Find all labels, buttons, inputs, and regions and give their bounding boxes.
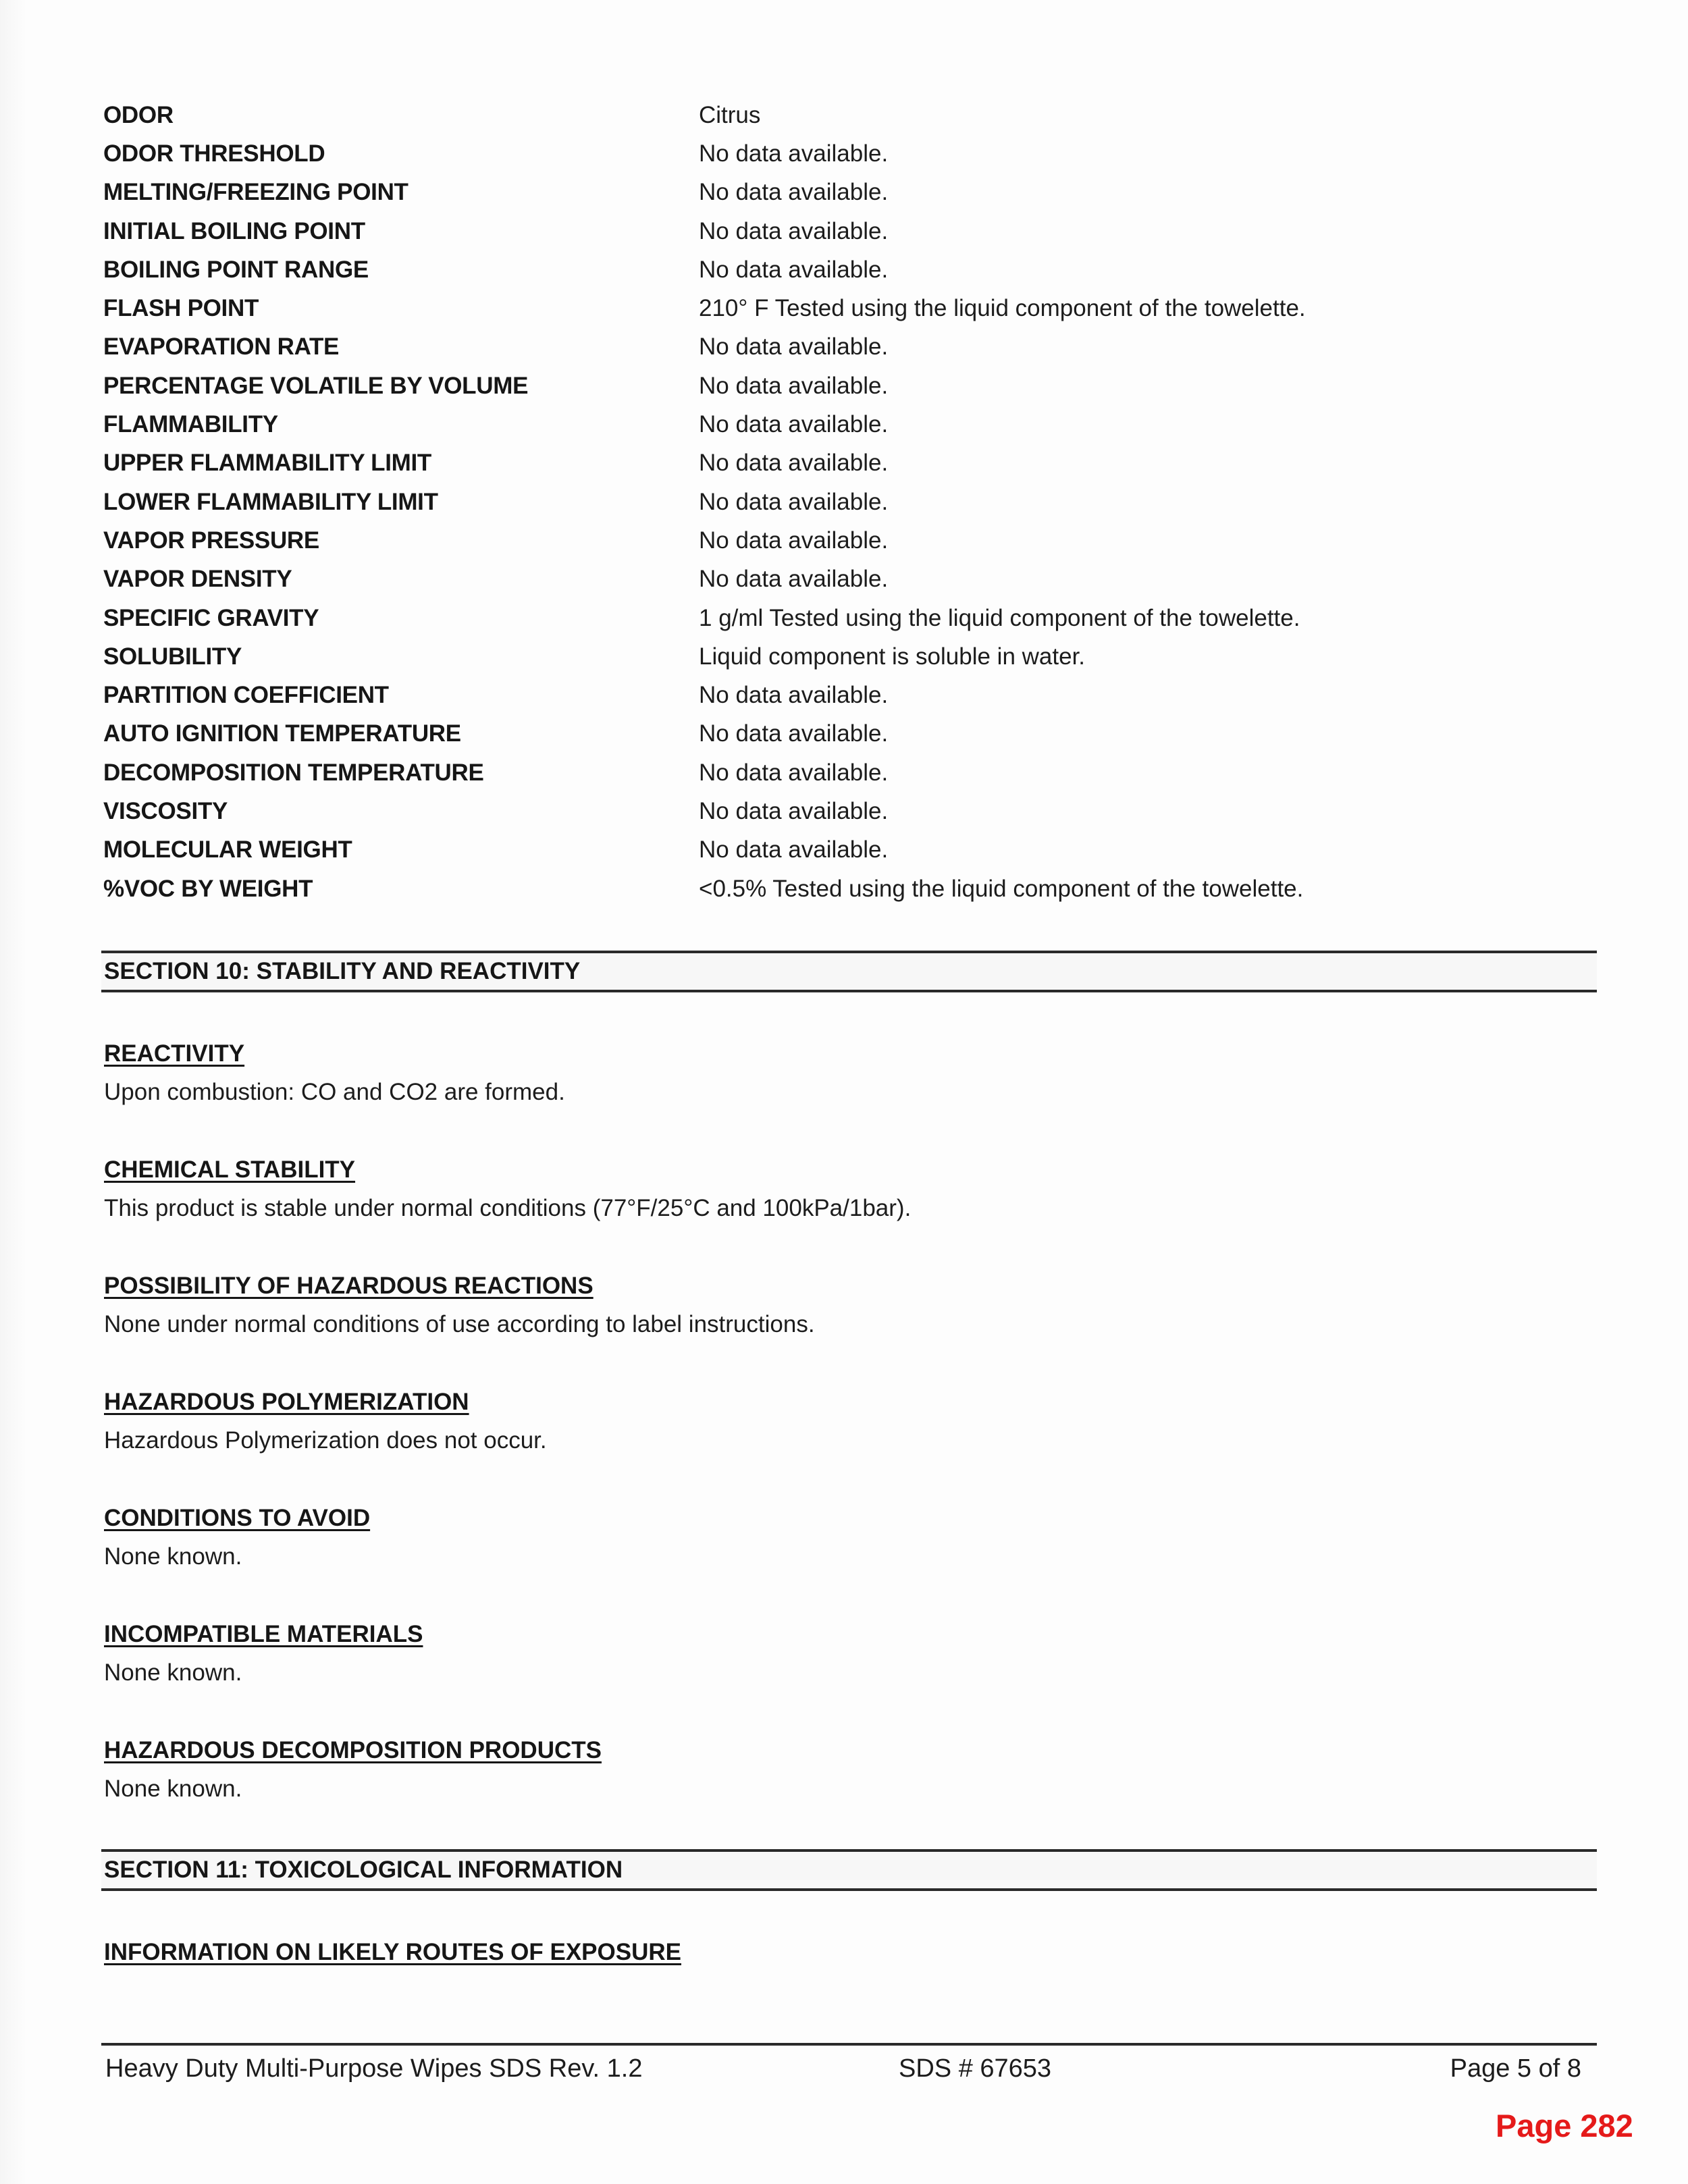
property-label: SOLUBILITY: [103, 643, 242, 670]
property-value: No data available.: [699, 450, 889, 477]
property-row: [103, 715, 1589, 753]
subsection-hazardous-polymerization: [104, 1383, 1556, 1460]
property-value: No data available.: [699, 334, 889, 361]
footer-page-number: Page 5 of 8: [1450, 2054, 1581, 2083]
property-row: [103, 560, 1589, 599]
subsection-text: Hazardous Polymerization does not occur.: [104, 1427, 547, 1454]
property-row: [103, 174, 1589, 212]
property-row: [103, 405, 1589, 444]
subsection-heading: CONDITIONS TO AVOID: [104, 1505, 371, 1531]
section-10-title: SECTION 10: STABILITY AND REACTIVITY: [104, 958, 581, 984]
property-row: [103, 870, 1589, 908]
subsection-hazardous-decomposition: [104, 1731, 1556, 1808]
subsection-heading: INFORMATION ON LIKELY ROUTES OF EXPOSURE: [104, 1939, 681, 1965]
property-value: No data available.: [699, 836, 889, 863]
scan-shadow: [0, 0, 27, 2184]
property-value: No data available.: [699, 488, 889, 515]
subsection-text: None known.: [104, 1776, 242, 1802]
subsection-reactivity: [104, 1034, 1556, 1111]
property-value: No data available.: [699, 411, 889, 438]
property-row: [103, 483, 1589, 521]
property-row: [103, 250, 1589, 289]
property-row: [103, 637, 1589, 676]
property-label: VISCOSITY: [103, 797, 228, 824]
subsection-heading: HAZARDOUS DECOMPOSITION PRODUCTS: [104, 1737, 602, 1763]
property-label: MELTING/FREEZING POINT: [103, 179, 408, 206]
property-row: [103, 831, 1589, 870]
subsection-text: None known.: [104, 1659, 242, 1686]
property-label: FLASH POINT: [103, 295, 259, 322]
property-label: %VOC BY WEIGHT: [103, 875, 313, 902]
subsection-text: This product is stable under normal conditions (77°F/25°C and 100kPa/1bar).: [104, 1195, 912, 1221]
section-11-title: SECTION 11: TOXICOLOGICAL INFORMATION: [104, 1857, 623, 1883]
subsection-chemical-stability: [104, 1150, 1556, 1227]
property-label: BOILING POINT RANGE: [103, 256, 369, 283]
property-value: <0.5% Tested using the liquid component of the towelette.: [699, 875, 1304, 902]
property-row: [103, 676, 1589, 714]
property-row: [103, 367, 1589, 405]
footer-document-title: Heavy Duty Multi-Purpose Wipes SDS Rev. 1.2: [105, 2054, 643, 2083]
subsection-text: None known.: [104, 1543, 242, 1570]
property-label: UPPER FLAMMABILITY LIMIT: [103, 450, 432, 477]
subsection-heading: HAZARDOUS POLYMERIZATION: [104, 1389, 469, 1415]
property-value: Liquid component is soluble in water.: [699, 643, 1086, 670]
property-row: [103, 753, 1589, 792]
property-label: EVAPORATION RATE: [103, 334, 340, 361]
section-11-header: [101, 1849, 1597, 1891]
property-value: No data available.: [699, 372, 889, 399]
subsection-heading: CHEMICAL STABILITY: [104, 1156, 356, 1183]
property-row: [103, 289, 1589, 327]
property-row: [103, 444, 1589, 483]
subsection-heading: REACTIVITY: [104, 1040, 245, 1067]
property-row: [103, 521, 1589, 560]
property-label: SPECIFIC GRAVITY: [103, 604, 319, 631]
property-value: No data available.: [699, 759, 889, 786]
property-row: [103, 96, 1589, 134]
property-label: ODOR: [103, 101, 174, 128]
property-label: ODOR THRESHOLD: [103, 140, 325, 167]
subsection-hazardous-reactions: [104, 1267, 1556, 1343]
property-value: No data available.: [699, 217, 889, 244]
subsection-text: None under normal conditions of use according to label instructions.: [104, 1311, 815, 1337]
property-label: INITIAL BOILING POINT: [103, 217, 365, 244]
property-label: MOLECULAR WEIGHT: [103, 836, 352, 863]
physical-properties-table: [103, 96, 1589, 908]
property-label: FLAMMABILITY: [103, 411, 278, 438]
property-value: No data available.: [699, 527, 889, 554]
subsection-conditions-to-avoid: [104, 1499, 1556, 1576]
subsection-routes-of-exposure: [104, 1933, 1556, 1971]
property-row: [103, 792, 1589, 830]
property-label: VAPOR PRESSURE: [103, 527, 319, 554]
property-row: [103, 328, 1589, 367]
property-row: [103, 134, 1589, 173]
section-10-header: [101, 951, 1597, 992]
property-label: PERCENTAGE VOLATILE BY VOLUME: [103, 372, 529, 399]
property-label: AUTO IGNITION TEMPERATURE: [103, 720, 461, 747]
property-row: [103, 599, 1589, 637]
page-footer: [105, 2048, 1581, 2089]
property-value: No data available.: [699, 682, 889, 709]
footer-sds-number: SDS # 67653: [899, 2054, 1052, 2083]
subsection-heading: POSSIBILITY OF HAZARDOUS REACTIONS: [104, 1273, 594, 1299]
subsection-incompatible-materials: [104, 1615, 1556, 1692]
property-value: No data available.: [699, 140, 889, 167]
footer-rule: [101, 2043, 1597, 2046]
property-value: No data available.: [699, 566, 889, 593]
subsection-text: Upon combustion: CO and CO2 are formed.: [104, 1079, 565, 1105]
property-row: [103, 212, 1589, 250]
page-stamp: Page 282: [1496, 2108, 1633, 2143]
property-label: PARTITION COEFFICIENT: [103, 682, 389, 709]
property-label: VAPOR DENSITY: [103, 566, 292, 593]
property-value: No data available.: [699, 179, 889, 206]
property-value: 210° F Tested using the liquid component of the towelette.: [699, 295, 1306, 322]
property-label: DECOMPOSITION TEMPERATURE: [103, 759, 484, 786]
property-label: LOWER FLAMMABILITY LIMIT: [103, 488, 438, 515]
subsection-heading: INCOMPATIBLE MATERIALS: [104, 1621, 423, 1647]
property-value: No data available.: [699, 256, 889, 283]
property-value: No data available.: [699, 797, 889, 824]
property-value: 1 g/ml Tested using the liquid component of the towelette.: [699, 604, 1300, 631]
property-value: No data available.: [699, 720, 889, 747]
property-value: Citrus: [699, 101, 761, 128]
